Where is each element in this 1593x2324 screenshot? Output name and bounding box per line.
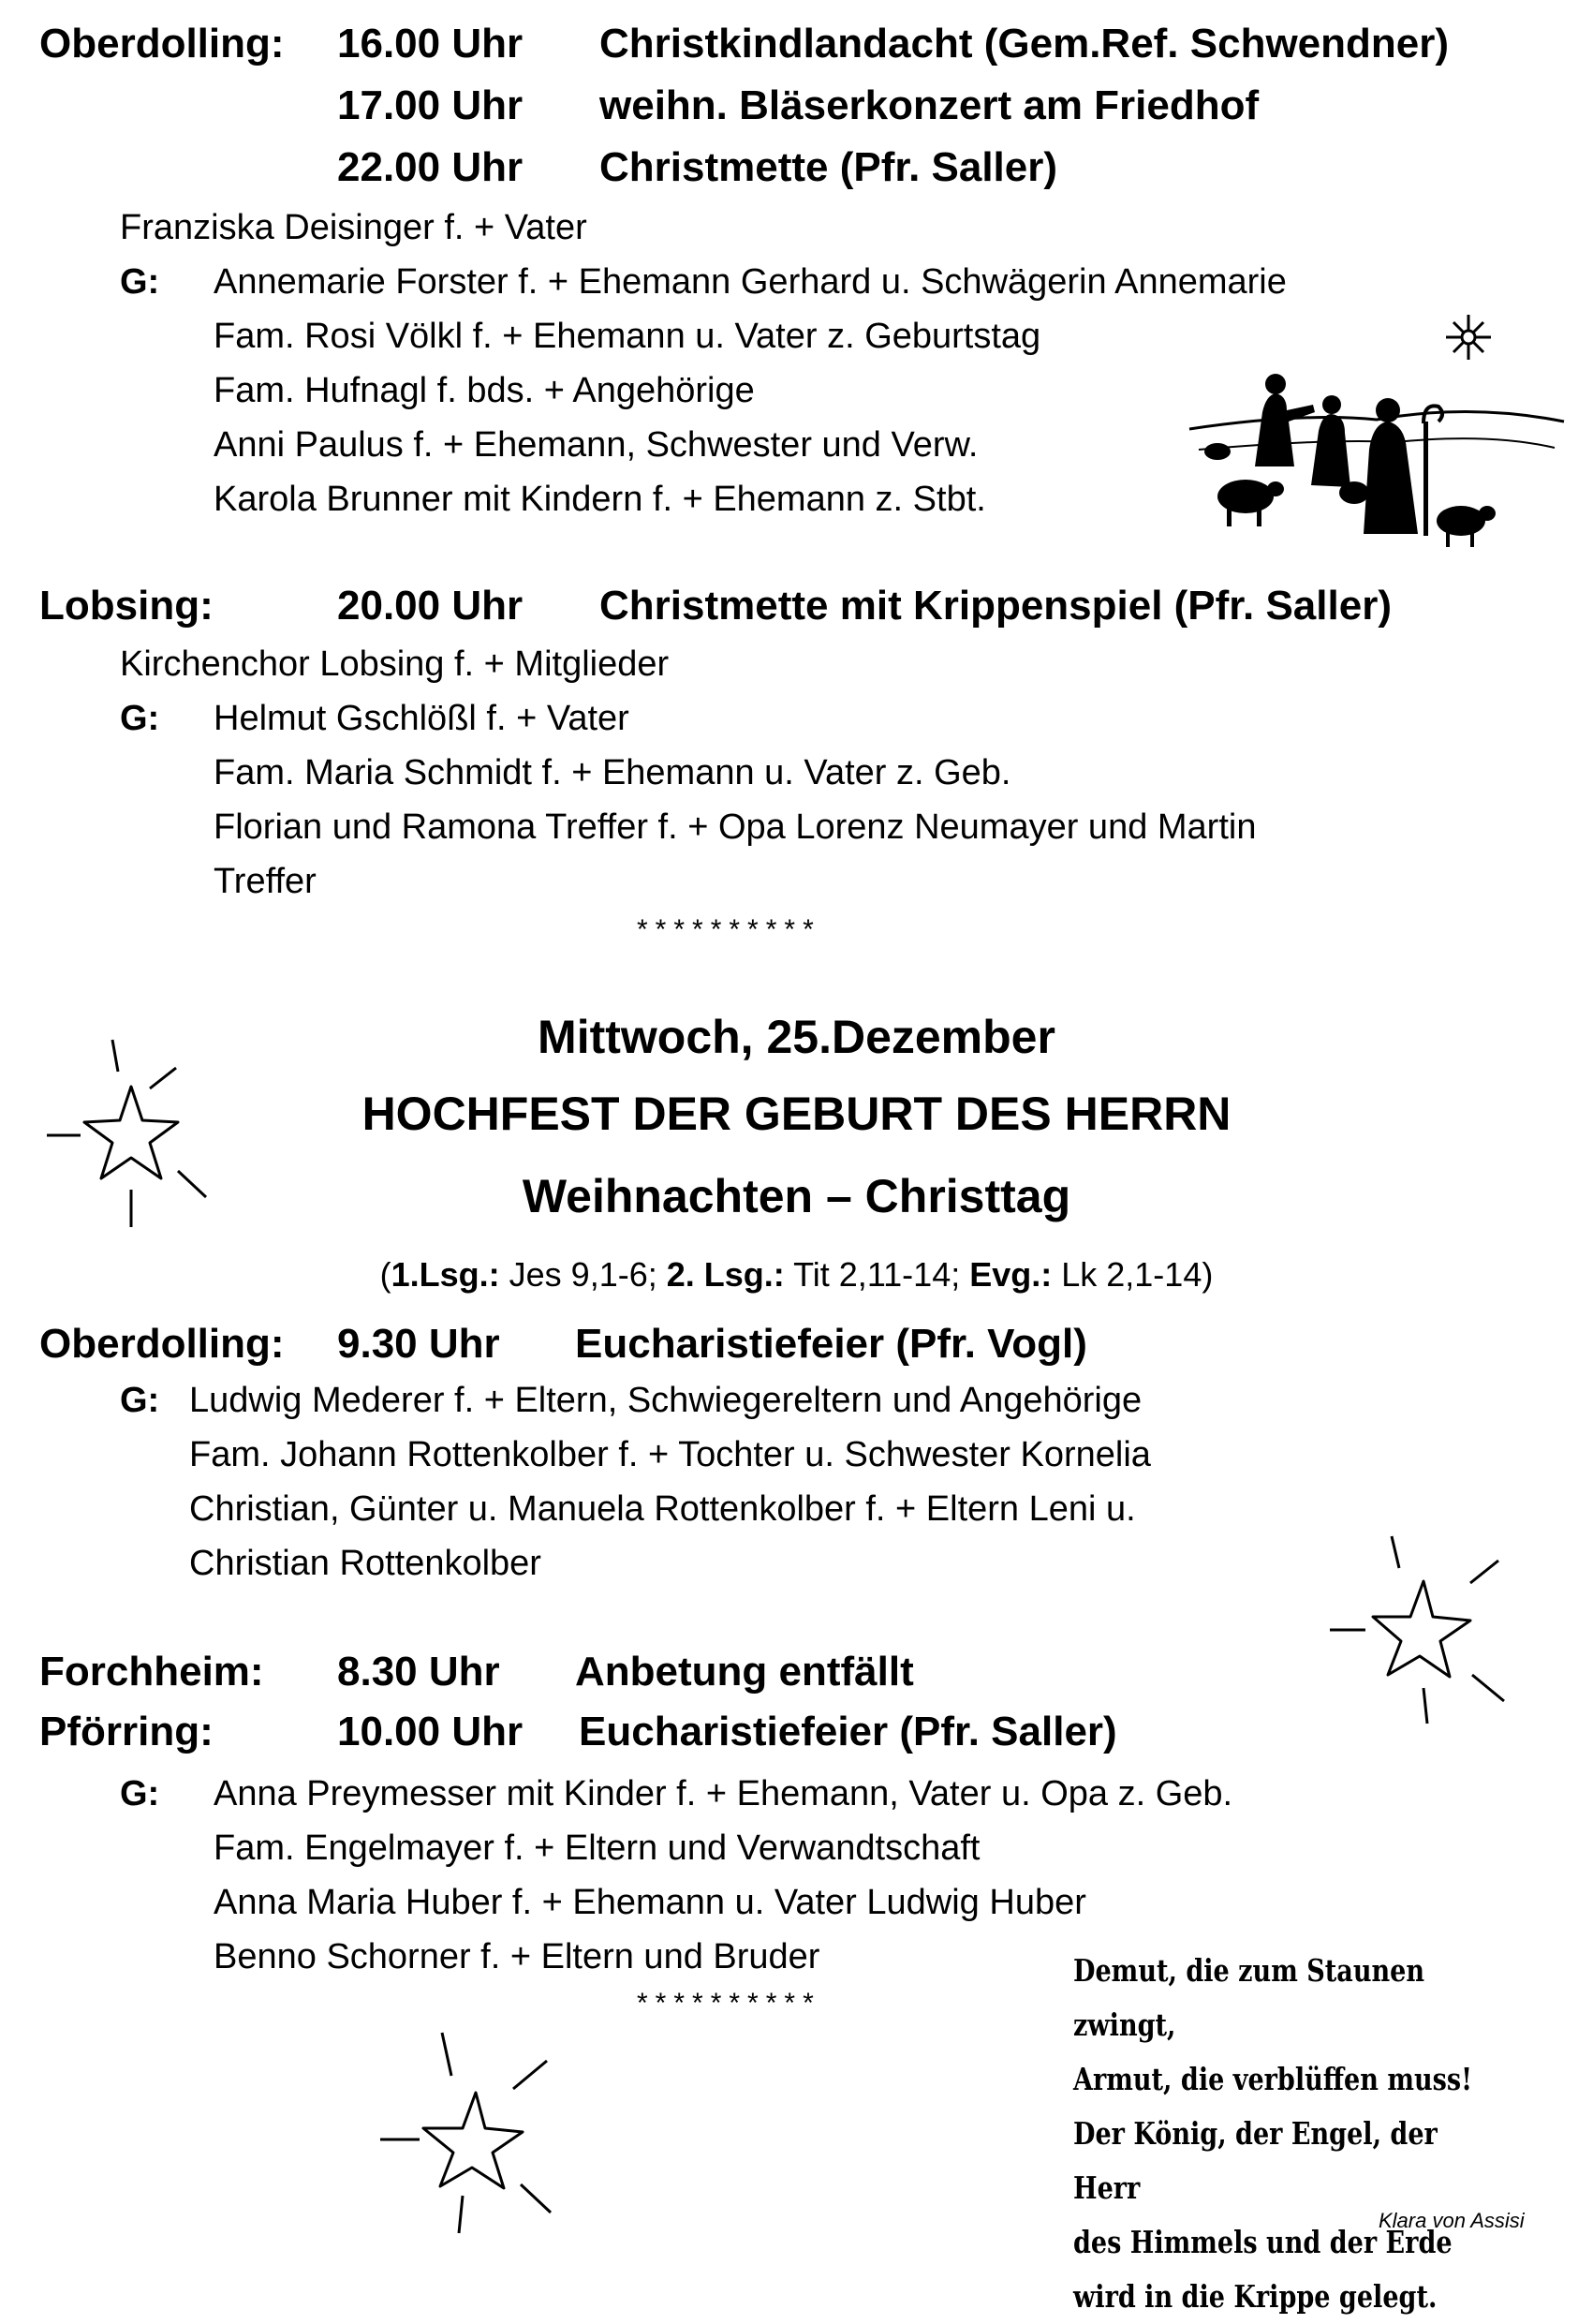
- place-lobsing: Lobsing:: [39, 583, 214, 629]
- event-time: 22.00 Uhr: [337, 144, 524, 190]
- g-label: G:: [120, 699, 160, 738]
- place-pfoerring: Pförring:: [39, 1709, 214, 1754]
- intention-line: Anni Paulus f. + Ehemann, Schwester und Verw.: [214, 425, 979, 465]
- star-doodle-icon: [1320, 1527, 1517, 1733]
- intention-line: Fam. Engelmayer f. + Eltern und Verwandtschaft: [214, 1828, 981, 1868]
- quote-line: Armut, die verblüffen muss!: [1073, 2061, 1472, 2097]
- reading-label: Evg.:: [969, 1255, 1053, 1294]
- intention-line: Ludwig Mederer f. + Eltern, Schwiegereltern und Angehörige: [189, 1381, 1143, 1420]
- intention-line: Florian und Ramona Treffer f. + Opa Lorenz Neumayer und Martin: [214, 807, 1257, 847]
- place-oberdolling: Oberdolling:: [39, 21, 285, 67]
- event-time: 20.00 Uhr: [337, 583, 524, 629]
- g-label: G:: [120, 1381, 160, 1420]
- separator: **********: [637, 1988, 821, 2019]
- event-time: 10.00 Uhr: [337, 1709, 524, 1754]
- reading-label: 2. Lsg.:: [666, 1255, 785, 1294]
- reading-ref: Lk 2,1-14: [1052, 1255, 1202, 1294]
- intention-line: Helmut Gschlößl f. + Vater: [214, 699, 629, 738]
- event-time: 16.00 Uhr: [337, 21, 524, 67]
- intention-line: Anna Maria Huber f. + Ehemann u. Vater Ludwig Huber: [214, 1883, 1086, 1922]
- reading-label: 1.Lsg.:: [391, 1255, 500, 1294]
- place-oberdolling: Oberdolling:: [39, 1321, 285, 1367]
- intention-line: Benno Schorner f. + Eltern und Bruder: [214, 1937, 820, 1976]
- intention-line: Fam. Hufnagl f. bds. + Angehörige: [214, 371, 755, 410]
- reading-ref: Jes 9,1-6;: [499, 1255, 667, 1294]
- mass-intention: Kirchenchor Lobsing f. + Mitglieder: [120, 644, 670, 684]
- event-title: Christmette mit Krippenspiel (Pfr. Saller): [599, 583, 1392, 629]
- bethlehem-star-icon: [1446, 315, 1491, 360]
- closing-quote: [1073, 1944, 1499, 2324]
- event-title: weihn. Bläserkonzert am Friedhof: [599, 82, 1260, 128]
- quote-author: Klara von Assisi: [1379, 2209, 1525, 2232]
- intention-line: Treffer: [214, 862, 317, 901]
- quote-line: Der König, der Engel, der Herr: [1073, 2115, 1438, 2206]
- feast-subtitle: Weihnachten – Christtag: [522, 1170, 1071, 1222]
- event-title: Christmette (Pfr. Saller): [599, 144, 1058, 190]
- shepherds-illustration: [1189, 309, 1564, 562]
- intention-line: Fam. Maria Schmidt f. + Ehemann u. Vater z. Geb.: [214, 753, 1011, 792]
- event-title: Christkindlandacht (Gem.Ref. Schwendner): [599, 21, 1450, 67]
- event-title: Eucharistiefeier (Pfr. Vogl): [575, 1321, 1087, 1367]
- quote-line: wird in die Krippe gelegt.: [1073, 2278, 1438, 2315]
- separator: **********: [637, 914, 821, 945]
- place-forchheim: Forchheim:: [39, 1649, 264, 1695]
- quote-line: des Himmels und der Erde: [1073, 2224, 1453, 2260]
- intention-line: Fam. Rosi Völkl f. + Ehemann u. Vater z. Geburtstag: [214, 317, 1041, 356]
- intention-line: Fam. Johann Rottenkolber f. + Tochter u. Schwester Kornelia: [189, 1435, 1151, 1474]
- mass-intention: Franziska Deisinger f. + Vater: [120, 208, 587, 247]
- intention-line: Karola Brunner mit Kindern f. + Ehemann z. Stbt.: [214, 480, 986, 519]
- g-label: G:: [120, 262, 160, 302]
- date-heading: Mittwoch, 25.Dezember: [538, 1011, 1055, 1063]
- intention-line: Annemarie Forster f. + Ehemann Gerhard u. Schwägerin Annemarie: [214, 262, 1287, 302]
- g-label: G:: [120, 1774, 160, 1813]
- intention-line: Anna Preymesser mit Kinder f. + Ehemann, Vater u. Opa z. Geb.: [214, 1774, 1233, 1813]
- event-time: 9.30 Uhr: [337, 1321, 500, 1367]
- event-title: Anbetung entfällt: [575, 1649, 914, 1695]
- reading-ref: Tit 2,11-14;: [784, 1255, 970, 1294]
- intention-line: Christian, Günter u. Manuela Rottenkolber f. + Eltern Leni u.: [189, 1489, 1136, 1529]
- feast-heading: HOCHFEST DER GEBURT DES HERRN: [361, 1088, 1232, 1140]
- star-doodle-icon: [373, 2023, 569, 2239]
- readings-line: (1.Lsg.: Jes 9,1-6; 2. Lsg.: Tit 2,11-14; Evg.: Lk 2,1-14): [379, 1255, 1214, 1294]
- event-time: 8.30 Uhr: [337, 1649, 500, 1695]
- event-time: 17.00 Uhr: [337, 82, 524, 128]
- event-title: Eucharistiefeier (Pfr. Saller): [579, 1709, 1117, 1754]
- intention-line: Christian Rottenkolber: [189, 1544, 541, 1583]
- quote-line: Demut, die zum Staunen zwingt,: [1073, 1952, 1425, 2043]
